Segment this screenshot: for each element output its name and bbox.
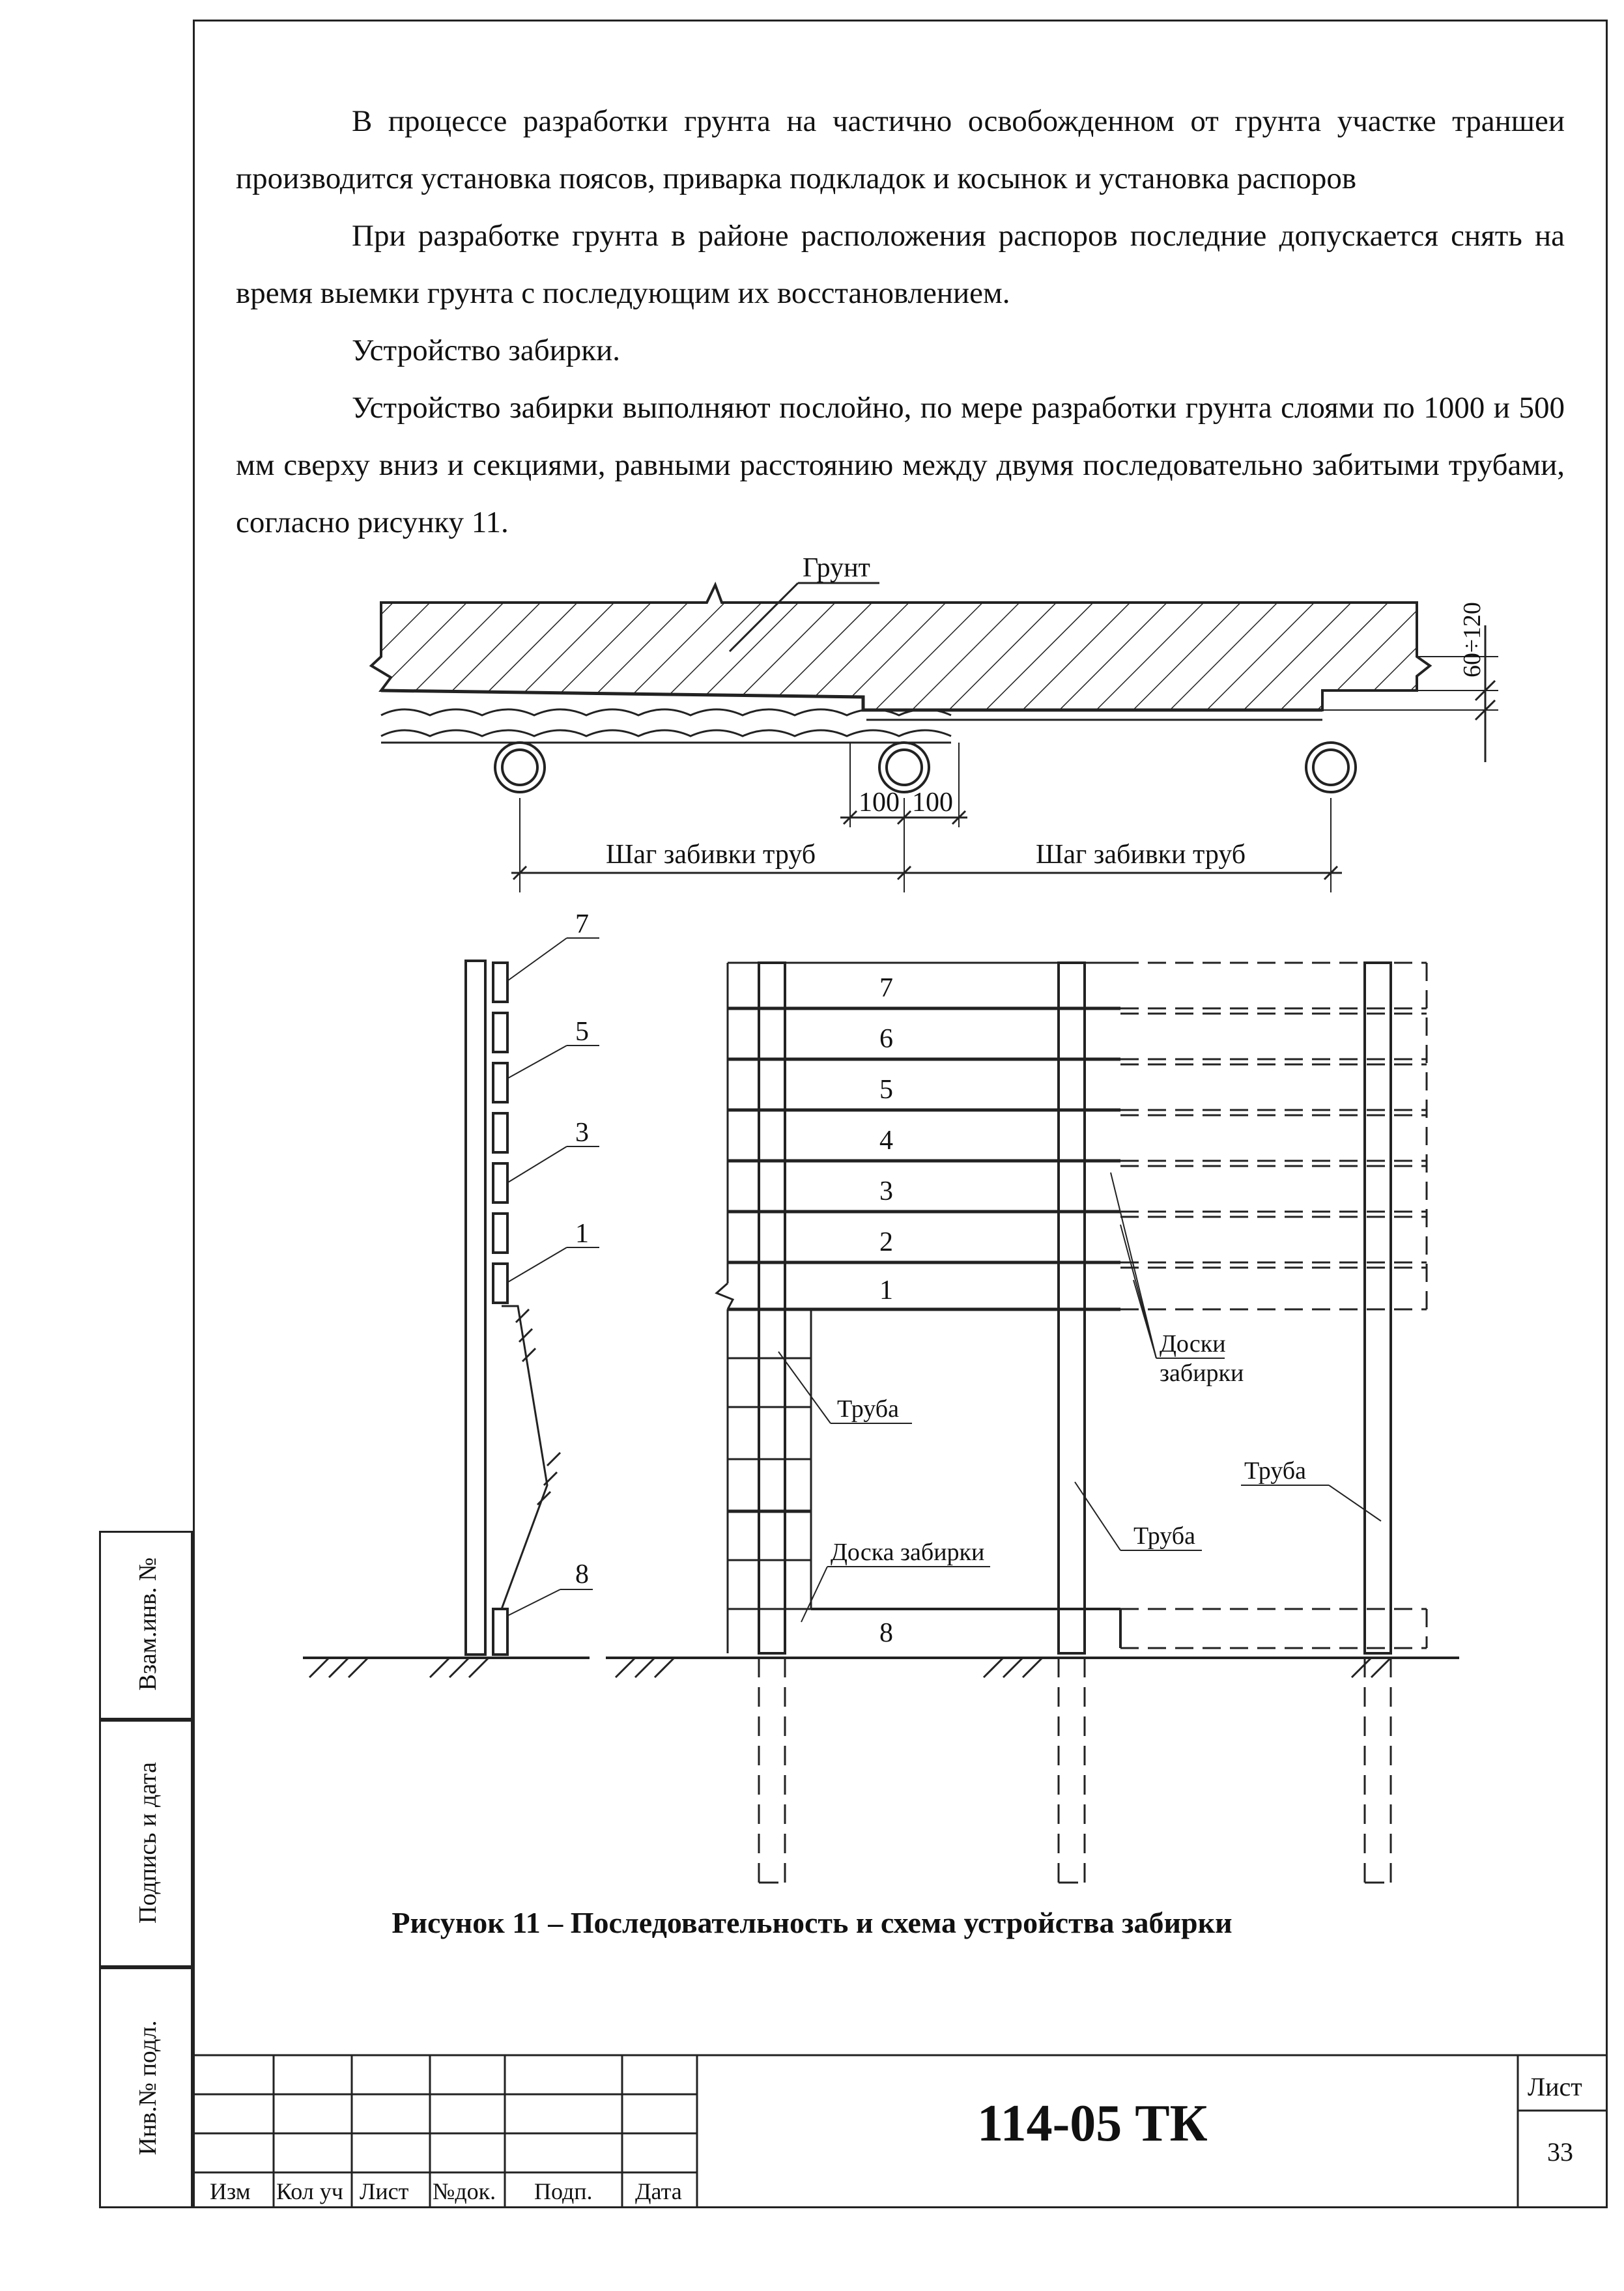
board-number-4: 4 [879, 1126, 893, 1156]
sheet-label: Лист [1528, 2072, 1582, 2101]
soil-label: Грунт [803, 553, 870, 583]
col-data: Дата [635, 2178, 682, 2204]
board-number-7: 7 [879, 973, 893, 1003]
board-label: Доска забирки [831, 1539, 985, 1566]
col-izm: Изм [210, 2178, 251, 2204]
figure-caption: Рисунок 11 – Последовательность и схема устройства забирки [392, 1906, 1232, 1939]
col-ndok: №док. [433, 2178, 496, 2204]
board-number-3: 3 [879, 1176, 893, 1206]
offset-right-dim: 100 [912, 788, 953, 818]
section-label-3: 3 [575, 1118, 589, 1148]
section-label-5: 5 [575, 1017, 589, 1047]
board-number-5: 5 [879, 1075, 893, 1105]
stamp-podpis-data: Подпись и дата [99, 1720, 193, 1967]
stamp-inv-podl: Инв.№ подл. [99, 1967, 193, 2208]
offset-left-dim: 100 [859, 788, 900, 818]
document-code: 114-05 ТК [977, 2095, 1208, 2152]
board-number-2: 2 [879, 1227, 893, 1257]
board-number-8: 8 [879, 1618, 893, 1648]
col-podp: Подп. [534, 2178, 593, 2204]
section-label-8: 8 [575, 1559, 589, 1589]
boards-label-line2: забирки [1160, 1359, 1244, 1387]
board-number-1: 1 [879, 1275, 893, 1305]
paragraph-1: В процессе разработки грунта на частично освобожденном от грунта участке траншеи производится установка поясов, приварка подкладок и косынок и установка распоров [236, 104, 1565, 195]
paragraph-4: Устройство забирки выполняют послойно, по мере разработки грунта слоями по 1000 и 500 мм сверху вниз и секциями, равными расстоянию между двумя последовательно забитыми трубами, согласно рисунку 11. [236, 391, 1565, 539]
board-number-6: 6 [879, 1024, 893, 1054]
thickness-dim: 60÷120 [1459, 602, 1486, 677]
pipe-label-3: Труба [1244, 1457, 1306, 1485]
col-list: Лист [360, 2178, 409, 2204]
pipe-label-2: Труба [1133, 1522, 1195, 1550]
section-label-1: 1 [575, 1219, 589, 1249]
col-kol-uch: Кол уч [276, 2178, 343, 2204]
pipe-label-1: Труба [837, 1395, 899, 1423]
stamp-vzam-inv: Взам.инв. № [99, 1531, 193, 1720]
step-label-2: Шаг забивки труб [1036, 840, 1246, 870]
paragraph-2: При разработке грунта в районе расположения распоров последние допускается снять на время выемки грунта с последующим их восстановлением. [236, 219, 1565, 310]
boards-label-line1: Доски [1160, 1330, 1226, 1358]
step-label-1: Шаг забивки труб [606, 840, 816, 870]
sheet-number: 33 [1547, 2137, 1573, 2167]
paragraph-3: Устройство забирки. [352, 334, 621, 367]
section-label-7: 7 [575, 909, 589, 939]
